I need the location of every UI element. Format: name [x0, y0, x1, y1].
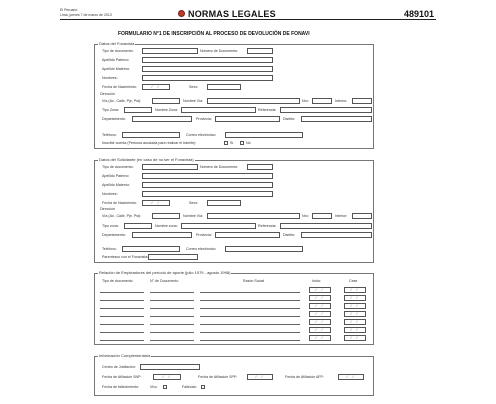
edition-line-2: Lima, jueves 7 de marzo de 2013: [60, 13, 112, 17]
s1-num-doc-label: Número de Documento:: [200, 49, 239, 53]
s2-departamento-label: Departamento:: [102, 233, 126, 237]
row-tipo-doc-field[interactable]: [100, 332, 144, 333]
row-razon-social-field[interactable]: [200, 308, 300, 309]
col-cese: Cese: [349, 279, 358, 283]
row-num-doc-field[interactable]: [150, 300, 194, 301]
s2-nombres-field[interactable]: [142, 191, 273, 197]
row-tipo-doc-field[interactable]: [100, 292, 144, 293]
col-num-doc: N° de Documento: [150, 279, 179, 283]
s2-numero-label: Nro:: [302, 214, 309, 218]
s2-parentesco-field[interactable]: [148, 254, 198, 260]
s4-vivo-checkbox[interactable]: [163, 385, 167, 389]
s1-numero-label: Nro:: [302, 99, 309, 103]
col-inicio: Inicio: [312, 279, 321, 283]
s1-sexo-field[interactable]: [207, 84, 241, 90]
s2-interior-field[interactable]: [352, 213, 372, 219]
s4-fallecido-checkbox[interactable]: [201, 385, 205, 389]
s1-nombres-field[interactable]: [142, 75, 273, 81]
row-razon-social-field[interactable]: [200, 300, 300, 301]
s2-via-label: Vía (Av., Calle, Pje, Pst):: [102, 214, 142, 218]
s2-num-doc-field[interactable]: [247, 164, 273, 170]
s1-departamento-label: Departamento:: [102, 117, 126, 121]
s2-correo-field[interactable]: [225, 246, 303, 252]
s1-si-checkbox[interactable]: [224, 141, 228, 145]
s2-numero-field[interactable]: [312, 213, 332, 219]
s2-interior-label: Interior:: [335, 214, 348, 218]
s1-via-field[interactable]: [152, 98, 180, 104]
fonavista-section-title: Datos del Fonavista: [99, 41, 135, 46]
s2-distrito-field[interactable]: [301, 232, 372, 238]
s2-num-doc-label: Número de Documento:: [200, 165, 239, 169]
row-cese-field[interactable]: / /: [344, 287, 366, 293]
s2-nombres-label: Nombres:: [102, 192, 118, 196]
s2-tipo-doc-field[interactable]: [142, 164, 198, 170]
row-razon-social-field[interactable]: [200, 292, 300, 293]
row-cese-field[interactable]: / /: [344, 303, 366, 309]
s4-afp-label: Fecha de Afiliación AFP:: [285, 375, 324, 379]
s4-centro-label: Centro de Jubilación:: [102, 365, 136, 369]
s1-interior-label: Interior:: [335, 99, 348, 103]
s2-correo-label: Correo electrónico:: [186, 247, 217, 251]
s1-correo-label: Correo electrónico:: [186, 133, 217, 137]
s2-telefono-label: Teléfono:: [102, 247, 117, 251]
row-num-doc-field[interactable]: [150, 292, 194, 293]
edition-line-1: El Peruano: [60, 8, 78, 12]
row-inicio-field[interactable]: / /: [309, 319, 331, 325]
s1-nombre-zona-field[interactable]: [181, 107, 256, 113]
header-rule: [60, 19, 436, 20]
s1-no-checkbox[interactable]: [240, 141, 244, 145]
s1-provincia-label: Provincia:: [196, 117, 212, 121]
s2-fecha-nac-field[interactable]: / /: [142, 200, 170, 206]
row-cese-field[interactable]: / /: [344, 327, 366, 333]
row-tipo-doc-field[interactable]: [100, 340, 144, 341]
row-cese-field[interactable]: / /: [344, 335, 366, 341]
s2-provincia-label: Provincia:: [196, 233, 212, 237]
s2-referencia-label: Referencia:: [258, 224, 277, 228]
s1-tipo-zona-label: Tipo Zona:: [102, 108, 120, 112]
s2-parentesco-label: Parentesco con el Fonavista:: [102, 255, 149, 259]
s2-sexo-field[interactable]: [207, 200, 241, 206]
solicitante-section-title: Datos del Solicitante (en caso de no ser el Fonavista): [99, 157, 194, 162]
empleadores-section: [94, 273, 374, 345]
s1-correo-field[interactable]: [225, 132, 303, 138]
s2-nombre-zona-label: Nombre zona:: [155, 224, 178, 228]
s4-fallecido-label: Fallecido: [182, 385, 197, 389]
s1-ap-paterno-field[interactable]: [142, 57, 273, 63]
row-num-doc-field[interactable]: [150, 308, 194, 309]
s2-direccion-label: Dirección: [100, 207, 115, 211]
s4-afp-field[interactable]: / /: [338, 374, 364, 380]
brand-title: NORMAS LEGALES: [188, 9, 276, 19]
row-tipo-doc-field[interactable]: [100, 324, 144, 325]
s4-snp-field[interactable]: / /: [153, 374, 181, 380]
s2-distrito-label: Distrito:: [283, 233, 296, 237]
s2-telefono-field[interactable]: [122, 246, 180, 252]
row-num-doc-field[interactable]: [150, 340, 194, 341]
s2-ap-materno-field[interactable]: [142, 182, 273, 188]
row-inicio-field[interactable]: / /: [309, 303, 331, 309]
row-cese-field[interactable]: / /: [344, 319, 366, 325]
s1-tipo-zona-field[interactable]: [124, 107, 152, 113]
s1-via-label: Vía (Av., Calle, Pje, Pst):: [102, 99, 142, 103]
row-num-doc-field[interactable]: [150, 332, 194, 333]
s1-referencia-label: Referencia:: [258, 108, 277, 112]
s2-departamento-field[interactable]: [132, 232, 192, 238]
row-num-doc-field[interactable]: [150, 324, 194, 325]
col-razon-social: Razón Social: [243, 279, 265, 283]
row-razon-social-field[interactable]: [200, 324, 300, 325]
row-inicio-field[interactable]: / /: [309, 311, 331, 317]
s2-nombre-via-label: Nombre Vía:: [183, 214, 204, 218]
complementaria-section-title: Información Complementaria: [99, 353, 151, 358]
row-inicio-field[interactable]: / /: [309, 335, 331, 341]
s4-fallecimiento-label: Fecha de fallecimiento:: [102, 385, 139, 389]
s1-telefono-field[interactable]: [122, 132, 180, 138]
s1-fecha-nac-label: Fecha de Nacimiento:: [102, 85, 137, 89]
s1-nombres-label: Nombres:: [102, 76, 118, 80]
s4-vivo-label: Vivo: [150, 385, 157, 389]
row-tipo-doc-field[interactable]: [100, 308, 144, 309]
s1-tipo-doc-label: Tipo de documento:: [102, 49, 134, 53]
s2-via-field[interactable]: [152, 213, 180, 219]
s4-spp-label: Fecha de Afiliación SPP:: [198, 375, 238, 379]
s1-interior-field[interactable]: [352, 98, 372, 104]
row-razon-social-field[interactable]: [200, 332, 300, 333]
s1-ap-materno-label: Apellido Materno:: [102, 67, 130, 71]
s4-spp-field[interactable]: / /: [247, 374, 273, 380]
empleadores-section-title: Relación de Empleadores del período de aporte (julio 1979 - agosto 1998): [99, 270, 231, 275]
s1-distrito-field[interactable]: [301, 116, 372, 122]
s1-num-doc-field[interactable]: [247, 48, 273, 54]
s2-ap-materno-label: Apellido Materno:: [102, 183, 130, 187]
s2-nombre-zona-field[interactable]: [181, 223, 256, 229]
row-cese-field[interactable]: / /: [344, 311, 366, 317]
row-tipo-doc-field[interactable]: [100, 316, 144, 317]
s1-nombre-via-label: Nombre Vía:: [183, 99, 204, 103]
s1-direccion-label: Dirección: [100, 92, 115, 96]
row-razon-social-field[interactable]: [200, 340, 300, 341]
s2-provincia-field[interactable]: [215, 232, 280, 238]
s1-referencia-field[interactable]: [280, 107, 372, 113]
s1-no-label: No: [246, 141, 251, 145]
s2-ap-paterno-field[interactable]: [142, 173, 273, 179]
s1-ap-paterno-label: Apellido Paterno:: [102, 58, 130, 62]
page-number: 489101: [404, 9, 435, 19]
s1-departamento-field[interactable]: [132, 116, 192, 122]
s2-sexo-label: Sexo:: [189, 201, 199, 205]
s1-nombre-zona-label: Nombre Zona:: [155, 108, 178, 112]
s1-numero-field[interactable]: [312, 98, 332, 104]
s2-nombre-via-field[interactable]: [207, 213, 300, 219]
s2-fecha-nac-label: Fecha de Nacimiento:: [102, 201, 137, 205]
row-num-doc-field[interactable]: [150, 316, 194, 317]
row-razon-social-field[interactable]: [200, 316, 300, 317]
s2-referencia-field[interactable]: [280, 223, 372, 229]
row-inicio-field[interactable]: / /: [309, 295, 331, 301]
s1-provincia-field[interactable]: [215, 116, 280, 122]
s2-ap-paterno-label: Apellido Paterno:: [102, 174, 130, 178]
s1-fecha-nac-field[interactable]: / /: [142, 84, 170, 90]
s4-centro-field[interactable]: [140, 364, 200, 370]
s1-distrito-label: Distrito:: [283, 117, 296, 121]
s1-nombre-via-field[interactable]: [207, 98, 300, 104]
s1-tipo-doc-field[interactable]: [142, 48, 198, 54]
row-tipo-doc-field[interactable]: [100, 300, 144, 301]
row-inicio-field[interactable]: / /: [309, 287, 331, 293]
s2-tipo-zona-field[interactable]: [124, 223, 152, 229]
s1-ap-materno-field[interactable]: [142, 66, 273, 72]
s1-sexo-label: Sexo:: [189, 85, 199, 89]
row-cese-field[interactable]: / /: [344, 295, 366, 301]
s1-si-label: Sí: [230, 141, 234, 145]
s1-cuenta-label: Inscribir cuenta (Persona asociada para realizar el trámite):: [102, 141, 197, 145]
s4-snp-label: Fecha de Afiliación SNP:: [102, 375, 142, 379]
col-tipo-doc: Tipo de documento: [102, 279, 133, 283]
s2-tipo-zona-label: Tipo zona:: [102, 224, 119, 228]
emblem-icon: [178, 10, 185, 17]
s1-telefono-label: Teléfono:: [102, 133, 117, 137]
s2-tipo-doc-label: Tipo de documento:: [102, 165, 134, 169]
form-title: FORMULARIO N°1 DE INSCRIPCIÓN AL PROCESO DE DEVOLUCIÓN DE FONAVI: [118, 31, 310, 37]
row-inicio-field[interactable]: / /: [309, 327, 331, 333]
